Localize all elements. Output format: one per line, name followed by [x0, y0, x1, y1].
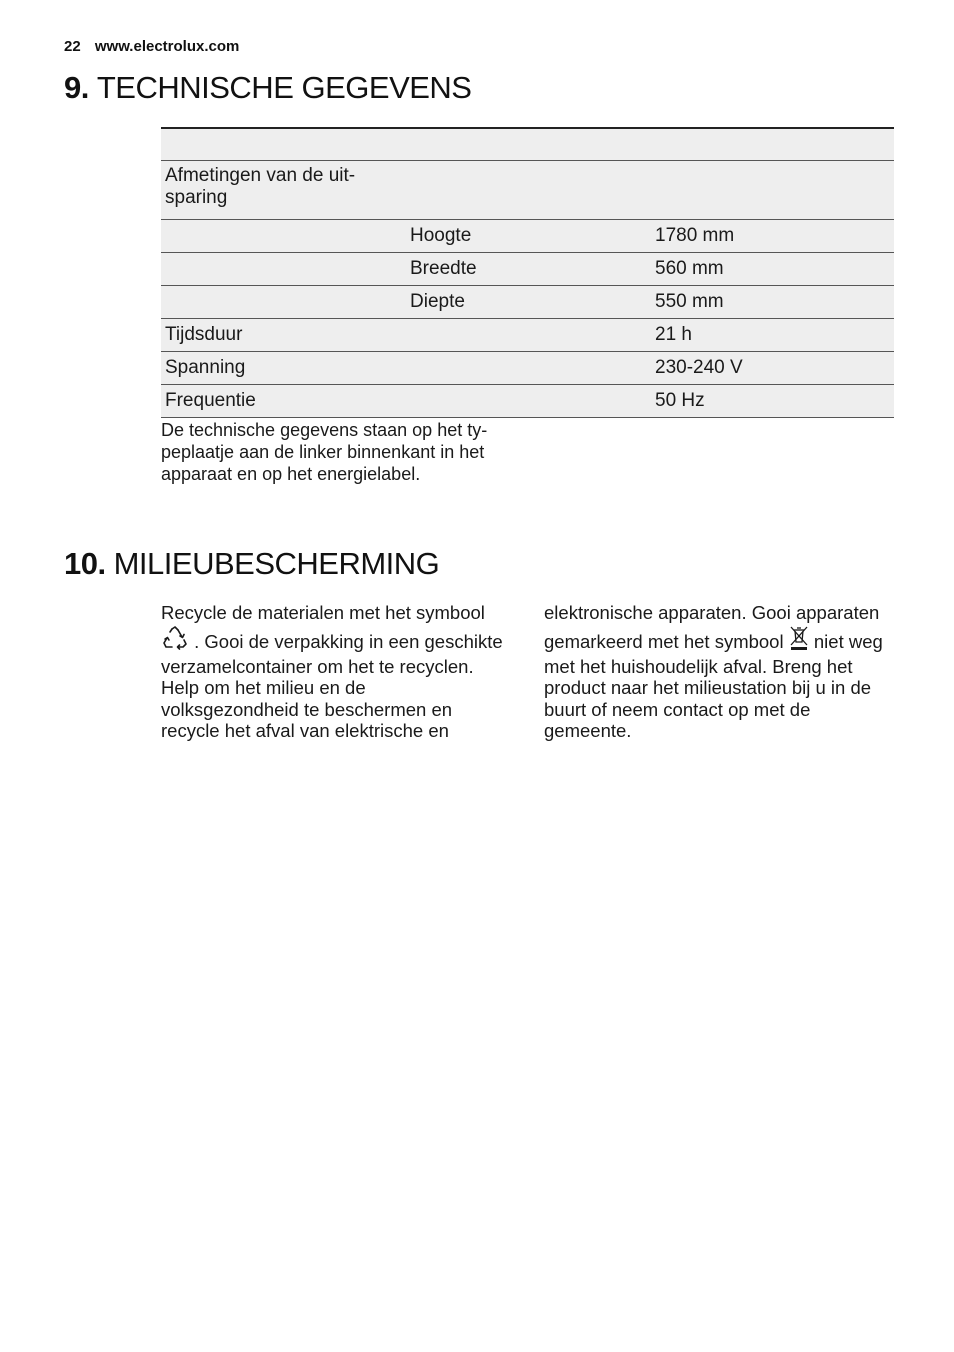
paragraph-line-with-icon [544, 624, 894, 656]
table-cell-label: Spanning [161, 352, 406, 385]
table-row [161, 253, 894, 286]
table-cell-sublabel [406, 161, 651, 220]
table-cell-label: Tijdsduur [161, 319, 406, 352]
table-row [161, 286, 894, 319]
section-heading: MILIEUBESCHERMING [113, 546, 440, 581]
table-cell-label [161, 220, 406, 253]
table-cell-value: 560 mm [651, 253, 894, 286]
paragraph-text: met het huishoudelijk afval. Breng het product naar het milieustation bij u in de buurt of neem contact op met de gemeente. [544, 655, 872, 741]
environment-text-left [161, 602, 511, 742]
page-number: 22 [64, 38, 81, 55]
paragraph-line-with-icon [161, 624, 511, 656]
section-number: 9. [64, 70, 89, 105]
table-cell-sublabel [406, 319, 651, 352]
table-cell-sublabel: Breedte [406, 253, 651, 286]
table-cell-value: 1780 mm [651, 220, 894, 253]
paragraph-text: gemarkeerd met het symbool [544, 630, 784, 652]
section-heading: TECHNISCHE GEGEVENS [96, 70, 472, 105]
paragraph-text: . Gooi de verpakking in een geschikte [194, 630, 503, 652]
paragraph-line: elektronische apparaten. Gooi apparaten [544, 602, 880, 623]
table-cell-value: 50 Hz [651, 385, 894, 418]
table-row [161, 161, 894, 220]
environment-text-right [544, 602, 894, 742]
table-cell-value: 550 mm [651, 286, 894, 319]
table-cell-value: 230-240 V [651, 352, 894, 385]
technical-data-table [161, 127, 894, 418]
page-header [64, 38, 239, 55]
table-cell-value [651, 161, 894, 220]
paragraph-text: niet weg [813, 630, 883, 652]
paragraph-text: verzamelcontainer om het te recyclen. Help om het milieu en de volksgezondheid te beschermen en recycle het afval van elektrische en [161, 655, 474, 741]
table-row [161, 385, 894, 418]
table-cell-sublabel [406, 352, 651, 385]
paragraph-line: Recycle de materialen met het symbool [161, 602, 485, 623]
table-cell-label [161, 253, 406, 286]
table-cell-sublabel: Diepte [406, 286, 651, 319]
table-header-row [161, 128, 894, 161]
table-cell-label: Frequentie [161, 385, 406, 418]
table-cell-sublabel: Hoogte [406, 220, 651, 253]
table-row [161, 220, 894, 253]
section-title-environment [64, 546, 439, 582]
website-url: www.electrolux.com [94, 38, 240, 55]
table-row [161, 319, 894, 352]
table-cell-value: 21 h [651, 319, 894, 352]
section-title-technical-data [64, 70, 471, 106]
section-number: 10. [64, 546, 106, 581]
table-cell-sublabel [406, 385, 651, 418]
table-row [161, 352, 894, 385]
table-cell-label [161, 286, 406, 319]
table-footnote: De technische gegevens staan op het ty- peplaatje aan de linker binnenkant in het apparaat en op het energielabel. [161, 420, 488, 484]
table-cell-label: Afmetingen van de uit- sparing [161, 161, 406, 220]
